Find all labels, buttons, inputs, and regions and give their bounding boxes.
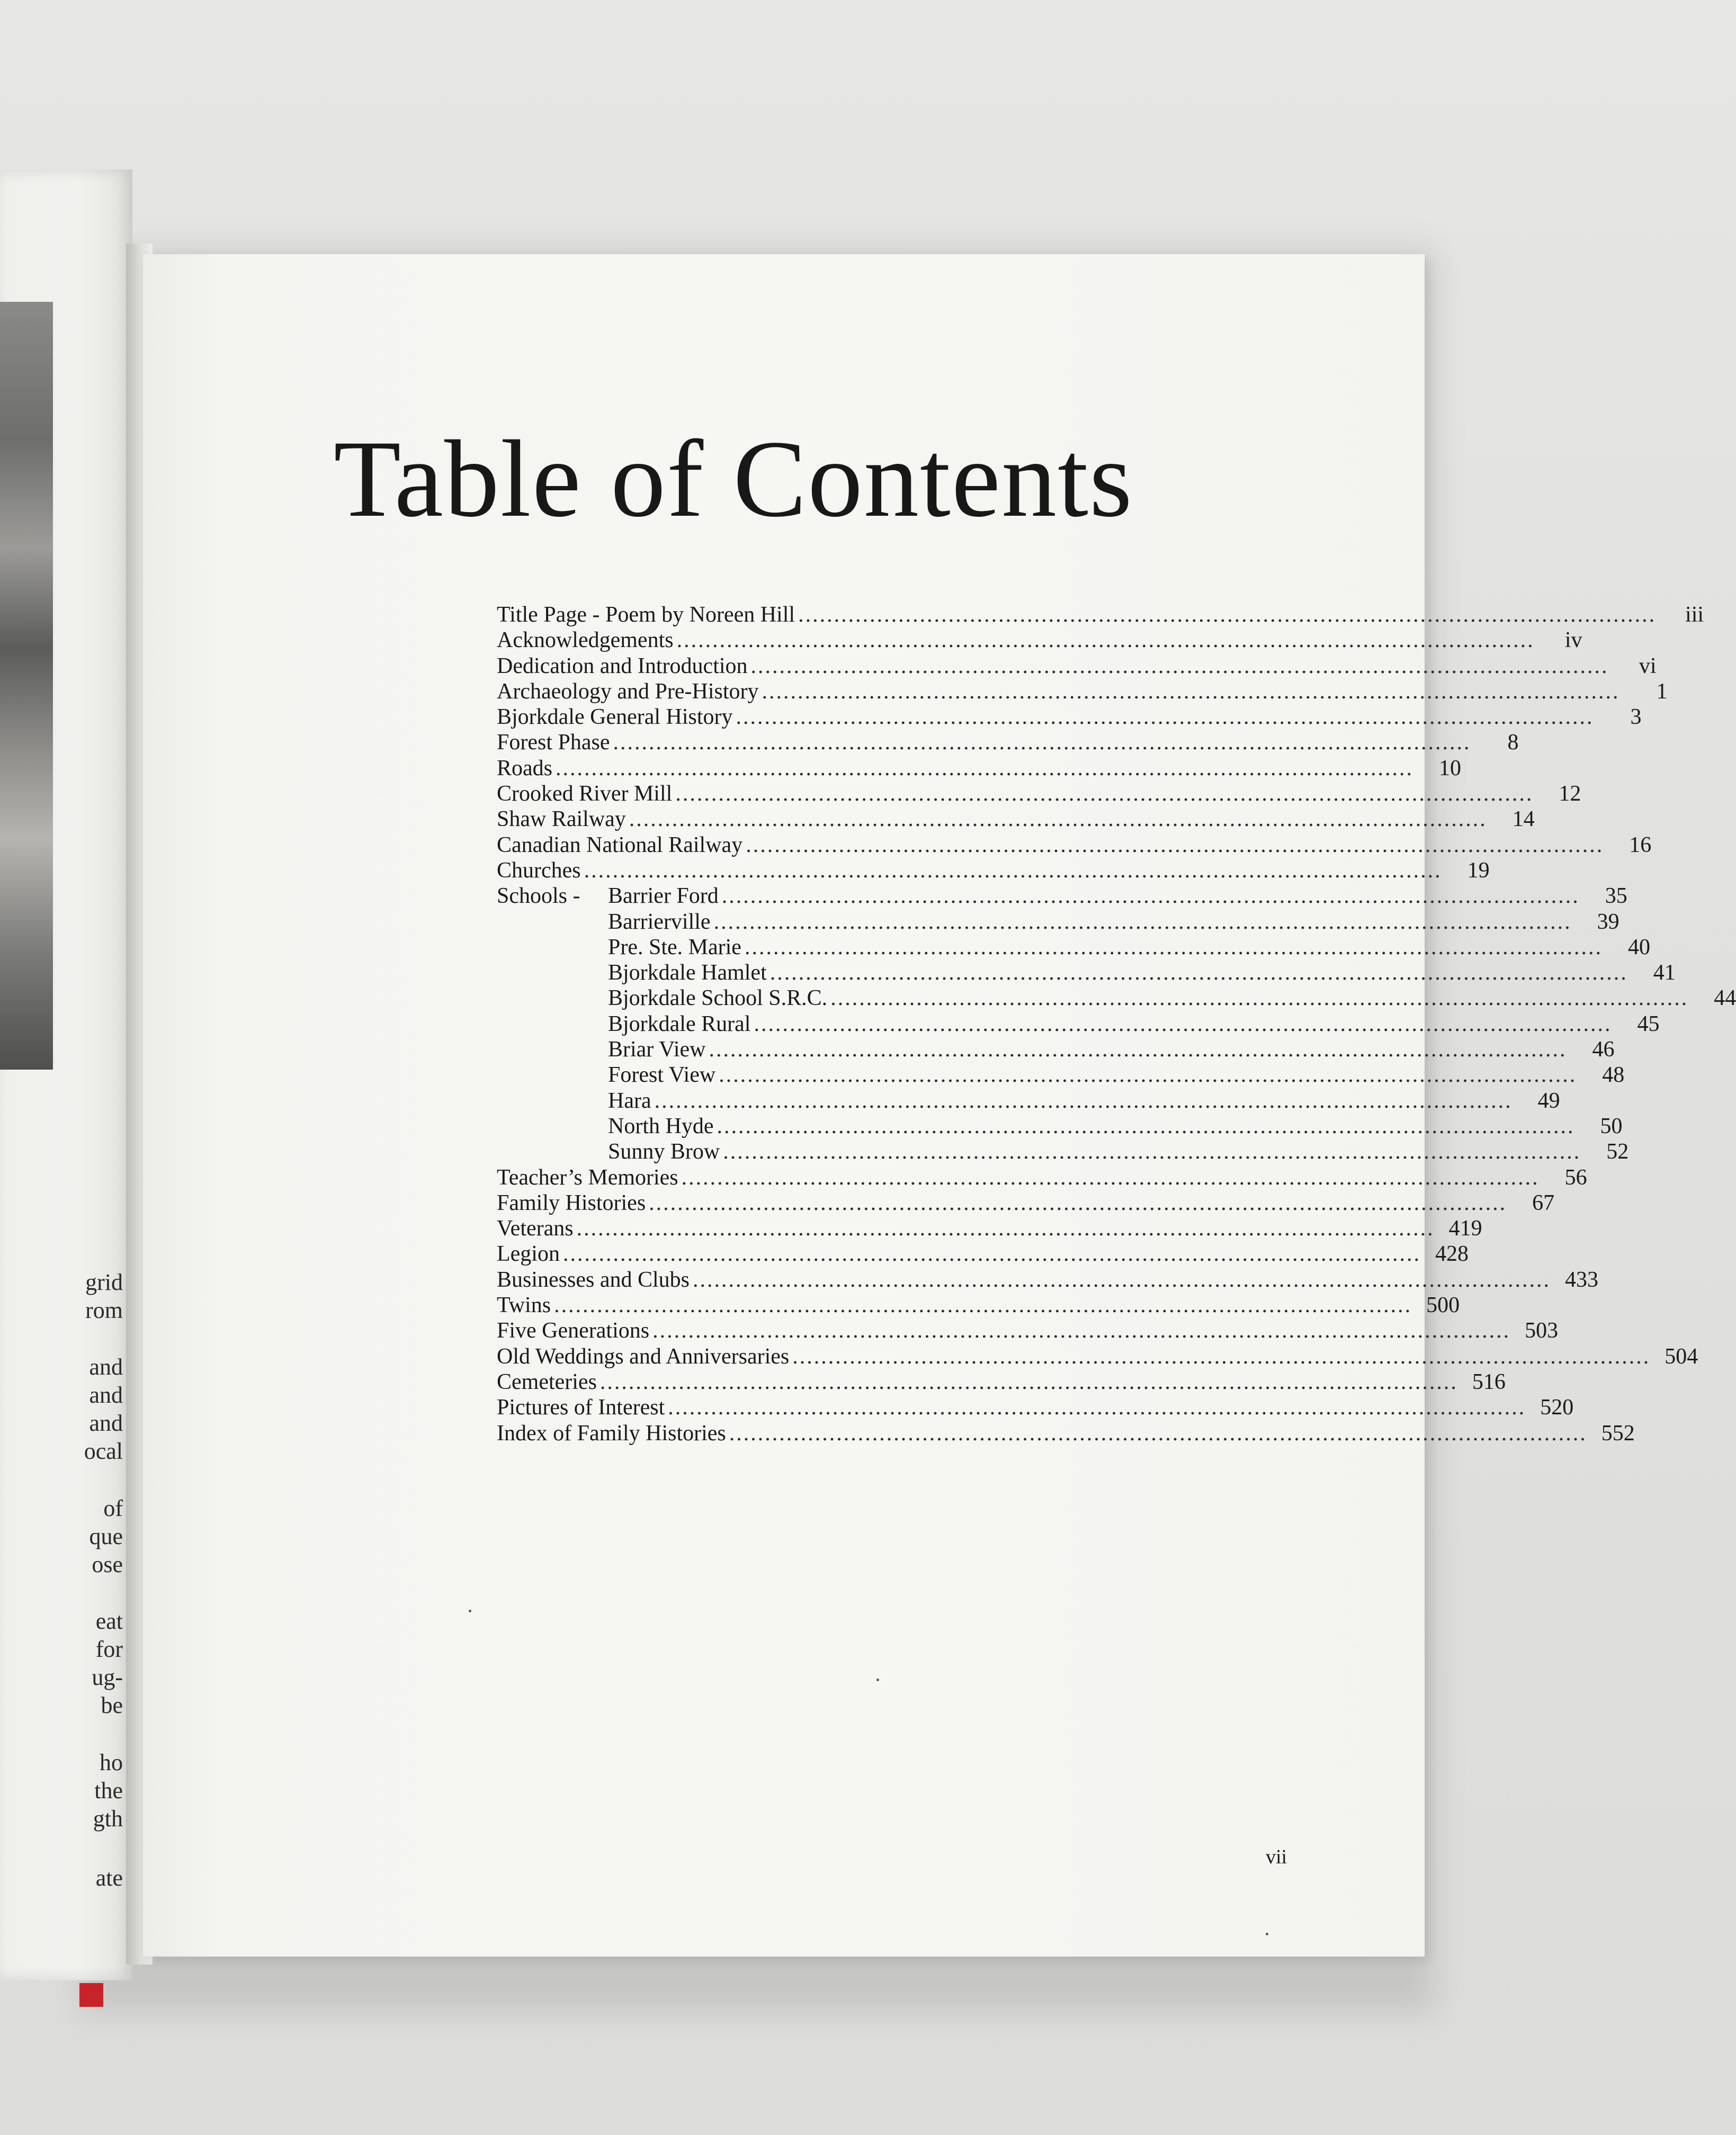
- toc-entry-label: Businesses and Clubs: [497, 1267, 690, 1292]
- toc-dot-leader: ........................................................................................................................: [599, 1369, 1458, 1394]
- toc-entry-label: Bjorkdale School S.R.C.: [608, 986, 828, 1011]
- toc-entry: [497, 1114, 1623, 1139]
- toc-entry-title: [497, 935, 741, 960]
- toc-entry-page: 67: [1532, 1190, 1555, 1215]
- toc-entry-label: Archaeology and Pre-History: [497, 679, 759, 704]
- toc-dot-leader: ........................................................................................................................: [649, 1190, 1507, 1215]
- toc-entry: [497, 1139, 1629, 1164]
- toc-dot-leader: ........................................................................................................................: [719, 1063, 1577, 1088]
- toc-entry-label: Bjorkdale General History: [497, 705, 733, 730]
- toc-entry: [497, 1293, 1460, 1318]
- toc-entry: [497, 679, 1668, 704]
- toc-entry-label: Barrierville: [608, 909, 711, 934]
- toc-entry: [497, 960, 1676, 985]
- toc-entry-title: [497, 1293, 551, 1318]
- left-text-group-6: ate: [95, 1865, 123, 1891]
- toc-entry: [497, 935, 1650, 960]
- toc-entry-title: [497, 1421, 726, 1446]
- toc-entry-page: 41: [1653, 961, 1676, 985]
- toc-dot-leader: ........................................................................................................................: [744, 935, 1603, 959]
- toc-entry-title: [497, 960, 767, 985]
- toc-dot-leader: ........................................................................................................................: [769, 961, 1628, 985]
- left-page-photo: [0, 302, 53, 1070]
- toc-entry-label: Acknowledgements: [497, 628, 674, 653]
- toc-entry-page: 520: [1540, 1395, 1574, 1420]
- toc-entry-title: [497, 1267, 690, 1293]
- toc-dot-leader: ........................................................................................................................: [717, 1114, 1575, 1138]
- toc-dot-leader: ........................................................................................................................: [792, 1344, 1651, 1369]
- toc-entry-label: Pictures of Interest: [497, 1395, 665, 1420]
- toc-entry-title: [497, 1062, 715, 1088]
- toc-entry: [497, 1088, 1560, 1114]
- toc-entry-label: Cemeteries: [497, 1369, 597, 1394]
- toc-entry-title: [497, 883, 719, 909]
- toc-entry: [497, 602, 1704, 627]
- toc-entry: [497, 1216, 1482, 1241]
- toc-entry: [497, 1344, 1698, 1369]
- toc-entry-title: [497, 1395, 665, 1420]
- toc-entry-title: [497, 756, 552, 781]
- toc-entry-label: Barrier Ford: [608, 884, 719, 909]
- toc-entry: [497, 909, 1619, 935]
- toc-entry-label: Bjorkdale Rural: [608, 1011, 751, 1036]
- toc-entry: [497, 806, 1535, 832]
- toc-entry: [497, 653, 1657, 679]
- toc-entry-page: 1: [1656, 679, 1668, 704]
- toc-entry-label: Five Generations: [497, 1318, 650, 1343]
- toc-entry-page: 8: [1507, 730, 1519, 755]
- toc-entry-label: Hara: [608, 1088, 651, 1113]
- toc-entry-page: vi: [1639, 653, 1657, 678]
- toc-entry-label: Index of Family Histories: [497, 1421, 726, 1446]
- toc-entry-page: 48: [1602, 1063, 1625, 1088]
- toc-dot-leader: ........................................................................................................................: [554, 1293, 1412, 1318]
- toc-entry-page: 503: [1525, 1318, 1559, 1343]
- toc-entry-page: 39: [1597, 909, 1619, 934]
- toc-entry: [497, 1421, 1635, 1446]
- toc-dot-leader: ........................................................................................................................: [675, 782, 1534, 806]
- toc-entry-label: Bjorkdale Hamlet: [608, 961, 767, 985]
- toc-entry: [497, 1190, 1555, 1216]
- left-text-group-5: ho the gth: [93, 1750, 123, 1832]
- toc-dot-leader: ........................................................................................................................: [693, 1267, 1551, 1292]
- toc-entry: [497, 1369, 1506, 1395]
- toc-entry-label: Pre. Ste. Marie: [608, 935, 741, 959]
- toc-entry-page: 428: [1435, 1242, 1469, 1267]
- toc-entry-page: 419: [1448, 1216, 1482, 1241]
- toc-entry-page: 19: [1467, 858, 1490, 883]
- toc-entry-page: 10: [1439, 756, 1461, 781]
- toc-entry-prefix: Schools -: [497, 884, 580, 909]
- toc-dot-leader: ........................................................................................................................: [562, 1242, 1421, 1267]
- toc-entry-title: [497, 1318, 649, 1343]
- toc-entry-label: Twins: [497, 1293, 551, 1318]
- toc-entry-page: 552: [1601, 1421, 1635, 1446]
- toc-entry-page: 56: [1564, 1165, 1587, 1190]
- toc-dot-leader: ........................................................................................................................: [629, 807, 1487, 832]
- toc-entry-title: [497, 1011, 750, 1037]
- toc-entry-page: 504: [1665, 1344, 1698, 1369]
- toc-entry-page: 44: [1714, 986, 1736, 1011]
- toc-entry-title: [497, 909, 711, 935]
- toc-entry: [497, 781, 1581, 806]
- toc-entry-title: [497, 1114, 713, 1139]
- toc-entry-page: 16: [1629, 832, 1652, 857]
- toc-entry-label: Old Weddings and Anniversaries: [497, 1344, 790, 1369]
- toc-dot-leader: ........................................................................................................................: [754, 1011, 1612, 1036]
- toc-entry: [497, 704, 1642, 730]
- toc-dot-leader: ........................................................................................................................: [713, 909, 1572, 934]
- toc-entry-title: [497, 627, 674, 653]
- toc-entry: [497, 858, 1490, 883]
- toc-entry-page: 49: [1537, 1088, 1560, 1113]
- toc-entry-label: Sunny Brow: [608, 1140, 720, 1164]
- toc-entry-title: [497, 1088, 651, 1114]
- toc-entry-title: [497, 1037, 706, 1062]
- toc-entry-page: 40: [1627, 935, 1650, 959]
- toc-entry: [497, 985, 1736, 1011]
- toc-entry: [497, 1062, 1625, 1088]
- toc-entry-title: [497, 602, 795, 627]
- toc-entry-page: iv: [1564, 628, 1582, 653]
- toc-entry-title: [497, 806, 626, 832]
- toc-entry-page: 50: [1600, 1114, 1623, 1138]
- toc-entry-title: [497, 704, 733, 730]
- toc-entry: [497, 1267, 1599, 1293]
- left-page: [0, 169, 132, 1980]
- toc-entry-title: [497, 781, 672, 806]
- toc-entry-label: Canadian National Railway: [497, 832, 743, 857]
- toc-entry-label: Roads: [497, 756, 552, 781]
- page-title: Table of Contents: [334, 418, 1133, 540]
- toc-entry: [497, 1011, 1660, 1037]
- toc-entry: [497, 1037, 1615, 1062]
- toc-entry-title: [497, 653, 748, 679]
- toc-entry-title: [497, 1190, 646, 1216]
- toc-entry-label: Crooked River Mill: [497, 782, 673, 806]
- toc-entry-page: 500: [1426, 1293, 1460, 1318]
- toc-entry-page: 433: [1565, 1267, 1599, 1292]
- toc-dot-leader: ........................................................................................................................: [556, 756, 1413, 781]
- toc-dot-leader: ........................................................................................................................: [584, 858, 1442, 883]
- left-text-group-1: grid rom: [85, 1269, 123, 1323]
- toc-entry-title: [497, 1165, 678, 1190]
- toc-entry-page: 46: [1592, 1037, 1615, 1062]
- toc-entry-label: Forest View: [608, 1063, 716, 1088]
- toc-dot-leader: ........................................................................................................................: [750, 653, 1609, 678]
- toc-entry-label: Dedication and Introduction: [497, 653, 748, 678]
- toc-entry: [497, 1241, 1469, 1267]
- toc-entry-title: [497, 1344, 789, 1369]
- toc-entry-title: [497, 679, 759, 704]
- toc-entry-label: Briar View: [608, 1037, 706, 1062]
- toc-entry: [497, 1395, 1574, 1420]
- left-text-group-2: and and and ocal: [84, 1354, 123, 1464]
- toc-dot-leader: ........................................................................................................................: [746, 832, 1604, 857]
- toc-entry-page: 52: [1606, 1140, 1629, 1164]
- toc-entry-title: [497, 832, 742, 858]
- toc-entry: [497, 1318, 1559, 1343]
- toc-dot-leader: ........................................................................................................................: [830, 986, 1689, 1011]
- toc-dot-leader: ........................................................................................................................: [668, 1395, 1526, 1420]
- toc-entry-label: Title Page - Poem by Noreen Hill: [497, 603, 795, 627]
- toc-dot-leader: ........................................................................................................................: [736, 705, 1594, 730]
- toc-entry-page: 3: [1630, 705, 1642, 730]
- toc-dot-leader: ........................................................................................................................: [721, 884, 1580, 909]
- toc-entry-page: iii: [1685, 603, 1704, 627]
- toc-entry-label: Veterans: [497, 1216, 574, 1241]
- toc-entry-title: [497, 1369, 597, 1395]
- toc-entry-page: 516: [1472, 1369, 1506, 1394]
- toc-dot-leader: ........................................................................................................................: [576, 1216, 1435, 1241]
- toc-dot-leader: ........................................................................................................................: [729, 1421, 1587, 1446]
- left-text-group-4: eat for ug- be: [92, 1608, 123, 1718]
- page-number: vii: [1266, 1846, 1287, 1868]
- toc-entry-label: Forest Phase: [497, 730, 610, 755]
- toc-entry: [497, 730, 1519, 755]
- toc-dot-leader: ........................................................................................................................: [723, 1140, 1581, 1164]
- toc-dot-leader: ........................................................................................................................: [613, 730, 1471, 755]
- toc-dot-leader: ........................................................................................................................: [652, 1318, 1511, 1343]
- toc-entry: [497, 832, 1652, 858]
- toc-entry-title: [497, 1241, 560, 1267]
- toc-dot-leader: ........................................................................................................................: [798, 603, 1657, 627]
- table-of-contents: [497, 602, 1736, 1446]
- toc-entry: [497, 756, 1461, 781]
- toc-entry-title: [497, 985, 827, 1011]
- left-text-group-3: of que ose: [89, 1495, 123, 1577]
- toc-entry-label: Family Histories: [497, 1190, 646, 1215]
- toc-entry: [497, 627, 1582, 653]
- toc-entry-title: [497, 1139, 720, 1164]
- toc-entry: [497, 883, 1627, 909]
- toc-entry-label: Teacher’s Memories: [497, 1165, 678, 1190]
- red-cover-edge-bottom: [79, 1983, 103, 2007]
- toc-entry-label: Shaw Railway: [497, 807, 626, 832]
- toc-entry: [497, 1165, 1587, 1190]
- toc-dot-leader: ........................................................................................................................: [654, 1088, 1513, 1113]
- toc-entry-page: 12: [1559, 782, 1581, 806]
- toc-dot-leader: ........................................................................................................................: [762, 679, 1620, 704]
- toc-dot-leader: ........................................................................................................................: [709, 1037, 1567, 1062]
- toc-entry-label: Legion: [497, 1242, 560, 1267]
- toc-entry-page: 14: [1512, 807, 1535, 832]
- toc-entry-page: 45: [1637, 1011, 1660, 1036]
- toc-entry-title: [497, 730, 610, 755]
- toc-entry-page: 35: [1605, 884, 1627, 909]
- toc-entry-title: [497, 858, 581, 883]
- toc-entry-label: North Hyde: [608, 1114, 714, 1138]
- toc-dot-leader: ........................................................................................................................: [681, 1165, 1540, 1190]
- toc-entry-label: Churches: [497, 858, 581, 883]
- toc-entry-title: [497, 1216, 574, 1241]
- toc-dot-leader: ........................................................................................................................: [676, 628, 1535, 653]
